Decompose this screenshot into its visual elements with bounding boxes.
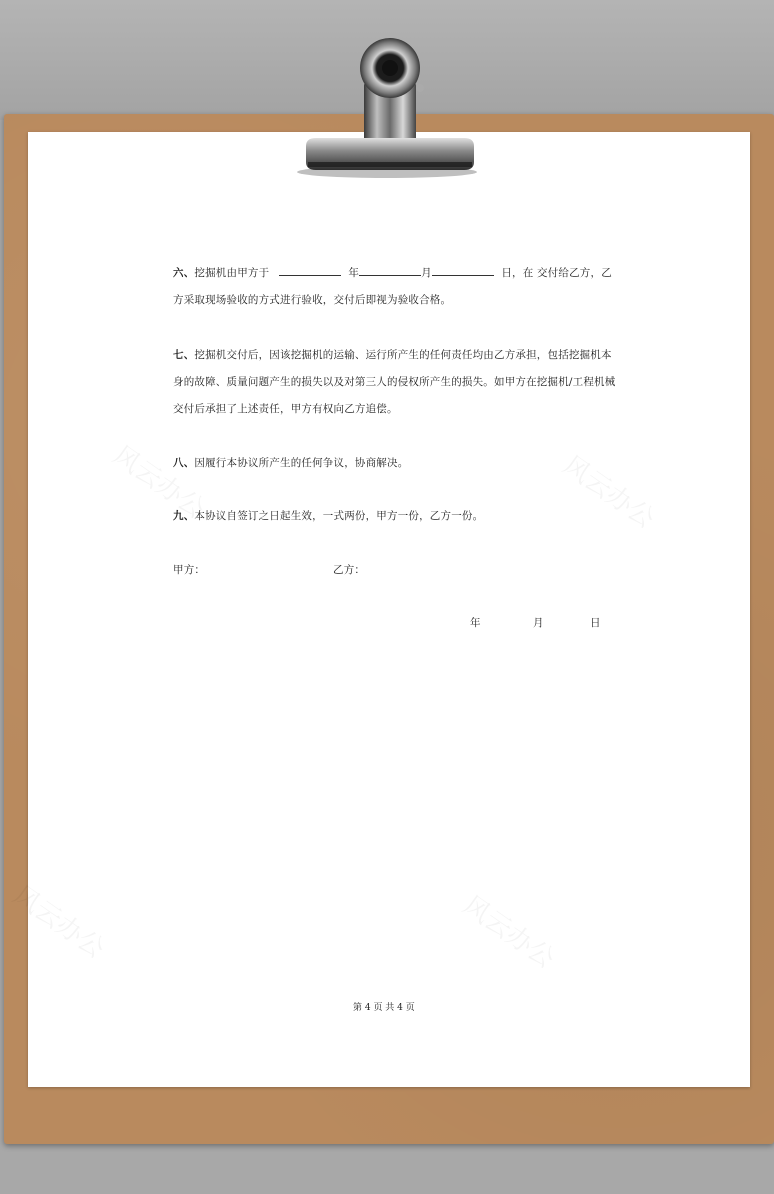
party-b-label: 乙方： [333, 564, 366, 576]
clause-9-text: 本协议自签订之日起生效，一式两份，甲方一份，乙方一份。 [194, 510, 484, 522]
clause-8-line-1 [173, 455, 408, 470]
date-year: 年 [470, 617, 481, 629]
day-blank[interactable] [432, 265, 494, 276]
clause-7-line-2: 身的故障、质量问题产生的损失以及对第三人的侵权所产生的损失。如甲方在挖掘机/工程机械 [173, 376, 616, 388]
watermark [457, 886, 563, 976]
date-month: 月 [533, 617, 544, 629]
clause-6-line-1 [173, 265, 612, 280]
clause-7-text: 挖掘机交付后，因该挖掘机的运输、运行所产生的任何责任均由乙方承担，包括挖掘机本 [194, 349, 612, 361]
date-day: 日 [590, 617, 601, 629]
day-label: 日，在 交付给乙方，乙 [501, 267, 612, 279]
month-blank[interactable] [359, 265, 421, 276]
year-label: 年 [348, 267, 360, 279]
clause-8-number: 八、 [173, 457, 195, 469]
clause-6-line-2: 方采取现场验收的方式进行验收，交付后即视为验收合格。 [173, 294, 452, 306]
clause-7-number: 七、 [173, 349, 195, 361]
clause-6-number: 六、 [173, 267, 195, 279]
clause-7-line-1 [173, 347, 612, 362]
clause-7-line-3: 交付后承担了上述责任，甲方有权向乙方追偿。 [173, 403, 398, 415]
clause-9-number: 九、 [173, 510, 195, 522]
page-footer: 第 4 页 共 4 页 [353, 1003, 415, 1013]
document-page [28, 132, 750, 1087]
party-a-label: 甲方： [173, 564, 206, 576]
clause-6-text: 挖掘机由甲方于 [194, 267, 270, 279]
month-label: 月 [421, 267, 432, 279]
watermark [557, 446, 663, 536]
clause-9-line-1 [173, 508, 483, 523]
clause-8-text: 因履行本协议所产生的任何争议，协商解决。 [194, 457, 409, 469]
year-blank[interactable] [279, 265, 341, 276]
binder-clip-icon [292, 22, 482, 182]
